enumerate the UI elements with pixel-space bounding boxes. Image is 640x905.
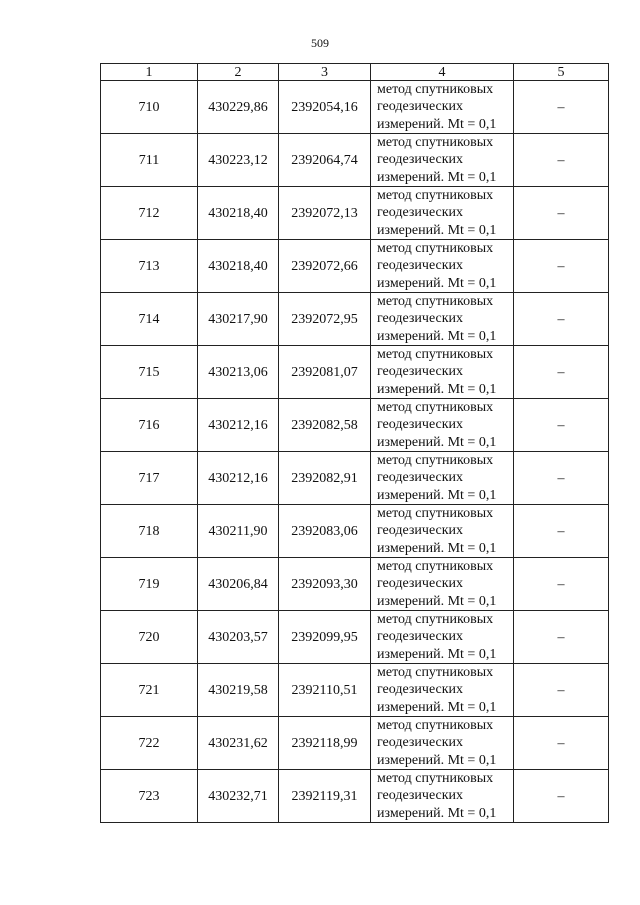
point-number-cell: 715 [101,346,198,399]
method-cell [371,611,514,664]
method-line: измерений. Mt = 0,1 [377,540,497,556]
point-number-cell: 711 [101,134,198,187]
note-cell: – [514,293,609,346]
method-line: измерений. Mt = 0,1 [377,752,497,768]
method-line: геодезических [377,788,464,804]
y-coordinate-cell: 2392082,91 [279,452,371,505]
method-line: геодезических [377,99,464,115]
y-coordinate-cell: 2392118,99 [279,717,371,770]
coordinates-table [100,63,609,823]
method-cell [371,81,514,134]
y-coordinate-cell: 2392054,16 [279,81,371,134]
header-col-4: 4 [371,64,514,81]
table-row [101,81,609,134]
x-coordinate-cell: 430218,40 [198,187,279,240]
point-number-cell: 714 [101,293,198,346]
header-col-2: 2 [198,64,279,81]
point-number-cell: 713 [101,240,198,293]
table-row [101,346,609,399]
header-col-3: 3 [279,64,371,81]
method-line: метод спутниковых [377,347,494,363]
x-coordinate-cell: 430213,06 [198,346,279,399]
y-coordinate-cell: 2392072,95 [279,293,371,346]
note-cell: – [514,717,609,770]
method-cell [371,134,514,187]
x-coordinate-cell: 430212,16 [198,399,279,452]
x-coordinate-cell: 430211,90 [198,505,279,558]
note-cell: – [514,399,609,452]
note-cell: – [514,611,609,664]
table-body [101,81,609,823]
method-line: измерений. Mt = 0,1 [377,487,497,503]
method-line: геодезических [377,470,464,486]
header-col-1: 1 [101,64,198,81]
method-line: геодезических [377,629,464,645]
method-line: измерений. Mt = 0,1 [377,593,497,609]
note-cell: – [514,558,609,611]
point-number-cell: 712 [101,187,198,240]
y-coordinate-cell: 2392093,30 [279,558,371,611]
x-coordinate-cell: 430223,12 [198,134,279,187]
method-cell [371,293,514,346]
note-cell: – [514,505,609,558]
table-row [101,399,609,452]
y-coordinate-cell: 2392083,06 [279,505,371,558]
y-coordinate-cell: 2392119,31 [279,770,371,823]
method-line: измерений. Mt = 0,1 [377,116,497,132]
method-cell [371,240,514,293]
method-cell [371,187,514,240]
method-cell [371,399,514,452]
method-line: метод спутниковых [377,506,494,522]
table-row [101,664,609,717]
table-row [101,293,609,346]
note-cell: – [514,187,609,240]
x-coordinate-cell: 430218,40 [198,240,279,293]
header-row [101,64,609,81]
method-line: метод спутниковых [377,400,494,416]
x-coordinate-cell: 430231,62 [198,717,279,770]
y-coordinate-cell: 2392072,13 [279,187,371,240]
method-line: геодезических [377,311,464,327]
x-coordinate-cell: 430206,84 [198,558,279,611]
note-cell: – [514,346,609,399]
method-line: измерений. Mt = 0,1 [377,646,497,662]
method-line: метод спутниковых [377,718,494,734]
method-cell [371,558,514,611]
method-line: метод спутниковых [377,241,494,257]
method-line: геодезических [377,364,464,380]
point-number-cell: 723 [101,770,198,823]
method-cell [371,717,514,770]
point-number-cell: 720 [101,611,198,664]
note-cell: – [514,134,609,187]
method-line: измерений. Mt = 0,1 [377,805,497,821]
note-cell: – [514,81,609,134]
table-row [101,240,609,293]
point-number-cell: 717 [101,452,198,505]
y-coordinate-cell: 2392081,07 [279,346,371,399]
method-line: метод спутниковых [377,135,494,151]
x-coordinate-cell: 430217,90 [198,293,279,346]
method-line: измерений. Mt = 0,1 [377,381,497,397]
method-line: измерений. Mt = 0,1 [377,169,497,185]
table-header [101,64,609,81]
y-coordinate-cell: 2392064,74 [279,134,371,187]
table-row [101,452,609,505]
point-number-cell: 718 [101,505,198,558]
point-number-cell: 722 [101,717,198,770]
method-line: измерений. Mt = 0,1 [377,434,497,450]
x-coordinate-cell: 430232,71 [198,770,279,823]
method-line: геодезических [377,258,464,274]
y-coordinate-cell: 2392082,58 [279,399,371,452]
page-number: 509 [311,36,329,50]
x-coordinate-cell: 430203,57 [198,611,279,664]
y-coordinate-cell: 2392110,51 [279,664,371,717]
table-row [101,558,609,611]
note-cell: – [514,664,609,717]
table-row [101,187,609,240]
method-line: метод спутниковых [377,665,494,681]
method-line: геодезических [377,735,464,751]
method-line: метод спутниковых [377,559,494,575]
note-cell: – [514,452,609,505]
method-line: геодезических [377,205,464,221]
method-line: геодезических [377,523,464,539]
method-cell [371,664,514,717]
method-cell [371,505,514,558]
method-cell [371,452,514,505]
method-cell [371,346,514,399]
table-row [101,717,609,770]
note-cell: – [514,240,609,293]
method-cell [371,770,514,823]
table-row [101,611,609,664]
method-line: метод спутниковых [377,188,494,204]
table-row [101,505,609,558]
method-line: измерений. Mt = 0,1 [377,328,497,344]
note-cell: – [514,770,609,823]
method-line: измерений. Mt = 0,1 [377,222,497,238]
point-number-cell: 710 [101,81,198,134]
header-col-5: 5 [514,64,609,81]
method-line: метод спутниковых [377,294,494,310]
method-line: геодезических [377,152,464,168]
table-row [101,134,609,187]
point-number-cell: 721 [101,664,198,717]
point-number-cell: 719 [101,558,198,611]
method-line: геодезических [377,682,464,698]
x-coordinate-cell: 430219,58 [198,664,279,717]
method-line: геодезических [377,417,464,433]
table-row [101,770,609,823]
point-number-cell: 716 [101,399,198,452]
method-line: метод спутниковых [377,612,494,628]
method-line: метод спутниковых [377,82,494,98]
method-line: геодезических [377,576,464,592]
x-coordinate-cell: 430229,86 [198,81,279,134]
x-coordinate-cell: 430212,16 [198,452,279,505]
method-line: измерений. Mt = 0,1 [377,275,497,291]
method-line: метод спутниковых [377,771,494,787]
y-coordinate-cell: 2392072,66 [279,240,371,293]
method-line: измерений. Mt = 0,1 [377,699,497,715]
method-line: метод спутниковых [377,453,494,469]
y-coordinate-cell: 2392099,95 [279,611,371,664]
